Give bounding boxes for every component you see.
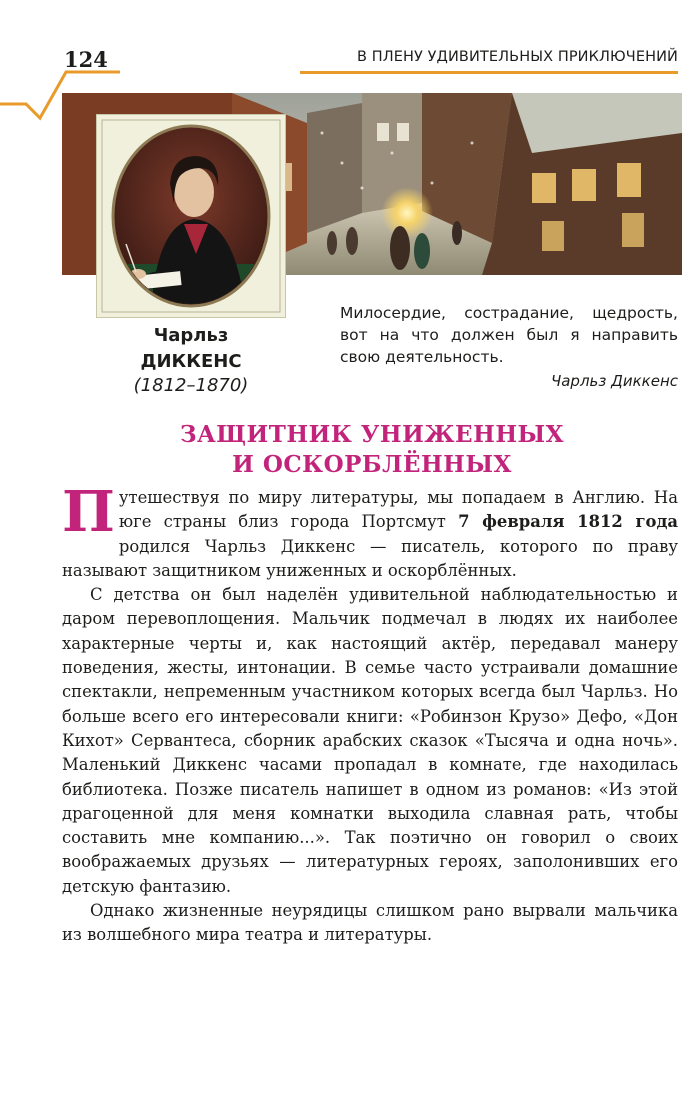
paragraph-1-text-b: родился Чарльз Диккенс — писатель, которого по праву называют защитником униженных и оскорблённых. [62, 536, 678, 580]
paragraph-1-text-a: утешествуя по миру литературы, мы попадаем в Англию. На юге страны близ города Портсмут [118, 488, 678, 532]
birth-date: 7 февраля 1812 года [458, 512, 679, 532]
article-body [62, 479, 679, 948]
author-dates: (1812–1870) [133, 375, 249, 396]
chapter-title-line-1: ЗАЩИТНИК УНИЖЕННЫХ [179, 421, 565, 448]
chapter-title-line-2: И ОСКОРБЛЁННЫХ [232, 451, 512, 478]
chapter-title [62, 420, 682, 480]
author-last-name: ДИККЕНС [140, 351, 242, 372]
running-title: В ПЛЕНУ УДИВИТЕЛЬНЫХ ПРИКЛЮЧЕНИЙ [356, 49, 678, 65]
page-number: 124 [64, 47, 108, 72]
page-header [0, 0, 700, 92]
drop-cap: П [62, 479, 115, 545]
author-portrait [96, 114, 286, 318]
epigraph-author: Чарльз Диккенс [550, 372, 678, 390]
epigraph-text: Милосердие, сострадание, щедрость, вот на что должен был я направить свою деятельность. [340, 304, 678, 366]
paragraph-3: Однако жизненные неурядицы слишком рано вырвали мальчика из волшебного мира театра и литературы. [62, 901, 678, 945]
paragraph-2: С детства он был наделён удивительной наблюдательностью и даром перевоплощения. Мальчик подмечал в людях их наиболее характерные черты и, как настоящий актёр, передавал манеру поведения, жесты, интонации. В семье часто устраивали домашние спектакли, непременным участником которых всегда был Чарльз. Но больше всего его интересовали книги: «Робинзон Крузо» Дефо, «Дон Кихот» Сервантеса, сборник арабских сказок «Тысяча и одна ночь». Маленький Диккенс часами пропадал в комнате, где находилась библиотека. Позже писатель напишет в одном из романов: «Из этой драгоценной для меня комнатки выходила славная рать, чтобы составить мне компанию...». Так поэтично он говорил о своих воображаемых друзьях — литературных героях, заполонивших его детскую фантазию. [62, 585, 678, 896]
author-name [104, 323, 278, 375]
author-first-name: Чарльз [153, 325, 229, 346]
paragraph-1 [62, 479, 679, 583]
header-rule [300, 71, 678, 74]
